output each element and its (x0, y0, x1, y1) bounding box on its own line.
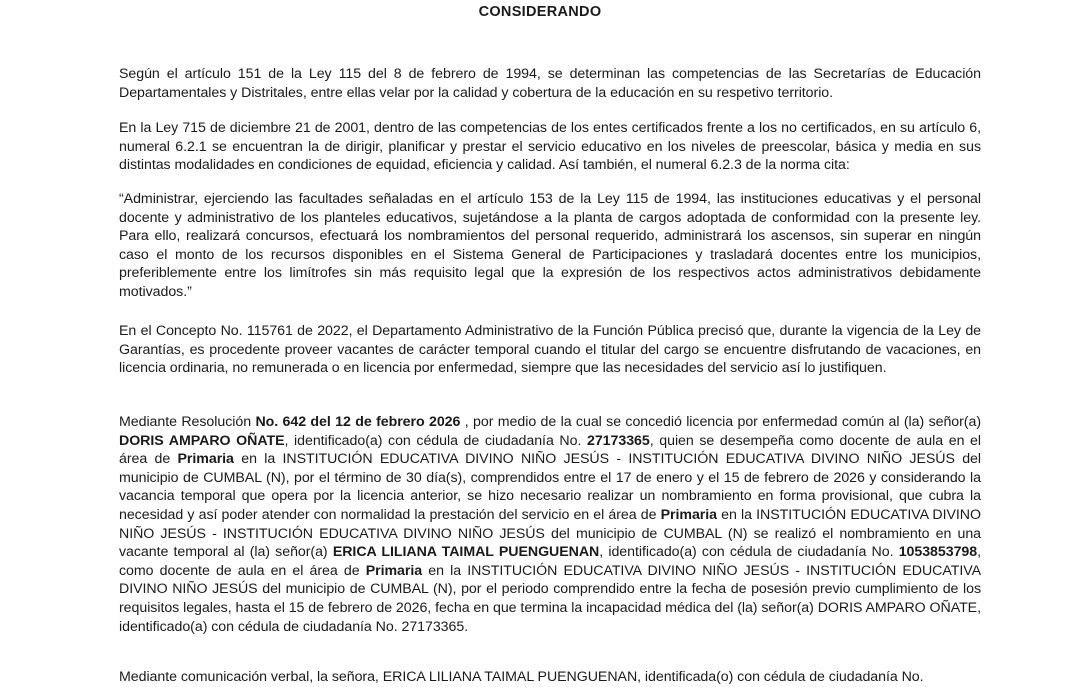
resolution-number: No. 642 del 12 de febrero 2026 (255, 414, 461, 430)
paragraph-ley-115: Según el artículo 151 de la Ley 115 del 8 de febrero de 1994, se determinan las competencias de las Secretarías de Educación Departamentales y Distritales, entre ellas velar por la calidad y cobertura de la educación en su respetivo territorio. (119, 66, 981, 101)
paragraph-resolucion-642 (119, 413, 981, 636)
section-heading: CONSIDERANDO (478, 4, 602, 20)
text-run: en la INSTITUCIÓN EDUCATIVA DIVINO NIÑO JESÚS - INSTITUCIÓN EDUCATIVA DIVINO NIÑO JESÚS del municipio de CUMBAL (N), por el periodo comprendido entre la fecha de posesión previo cumplimiento de los requisitos legales, hasta el 15 de febrero de 2026, fecha en que termina la incapacidad médica del (la) señor(a) DORIS AMPARO OÑATE, identificado(a) con cédula de ciudadanía No. 27173365. (119, 562, 981, 635)
paragraph-ley-715: En la Ley 715 de diciembre 21 de 2001, dentro de las competencias de los entes certificados frente a los no certificados, en su artículo 6, numeral 6.2.1 se encuentran la de dirigir, planificar y prestar el servicio educativo en los niveles de preescolar, básica y media en sus distintas modalidades en condiciones de equidad, eficiencia y calidad. Así también, el numeral 6.2.3 de la norma cita: (119, 120, 981, 174)
text-run: , por medio de la cual se concedió licencia por enfermedad común al (la) señor(a) (460, 414, 981, 430)
text-run: , quien se desempeña como docente de aula en el área de (119, 432, 981, 468)
paragraph-quote-administrar: “Administrar, ejerciendo las facultades señaladas en el artículo 153 de la Ley 115 de 1994, las instituciones educativas y el personal docente y administrativo de los planteles educativos, sujetándose a la planta de cargos adoptada de conformidad con la presente ley. Para ello, realizará concursos, efectuará los nombramientos del personal requerido, administrará los ascensos, sin superar en ningún caso el monto de los recursos disponibles en el Sistema General de Participaciones y trasladará docentes entre los municipios, preferiblemente entre los limítrofes sin más requisito legal que la expresión de los respectivos actos administrativos debidamente motivados.” (119, 191, 981, 300)
text-run: , identificado(a) con cédula de ciudadanía No. (284, 432, 587, 449)
area-name: Primaria (177, 451, 234, 468)
paragraph-comunicacion-verbal: Mediante comunicación verbal, la señora, ERICA LILIANA TAIMAL PUENGUENAN, identificada(o) con cédula de ciudadanía No. (119, 669, 924, 685)
text-run: , identificado(a) con cédula de ciudadanía No. (599, 544, 899, 561)
text-run: en la INSTITUCIÓN EDUCATIVA DIVINO NIÑO JESÚS - INSTITUCIÓN EDUCATIVA DIVINO NIÑO JESÚS del municipio de CUMBAL (N), por el término de 30 día(s), comprendidos entre el 17 de enero y el 15 de febrero de 2026 y considerando la vacancia temporal que opera por la licencia anterior, se hizo necesario realizar un nombramiento en forma provisional, que cubra la necesidad y así poder atender con normalidad la prestación del servicio en el área de (119, 451, 981, 523)
text-run: en la INSTITUCIÓN EDUCATIVA DIVINO NIÑO JESÚS - INSTITUCIÓN EDUCATIVA DIVINO NIÑO JESÚS del municipio de CUMBAL (N) se realizó el nombramiento en una vacante temporal al (la) señor(a) (119, 506, 981, 561)
paragraph-concepto-115761: En el Concepto No. 115761 de 2022, el Departamento Administrativo de la Función Pública precisó que, durante la vigencia de la Ley de Garantías, es procedente proveer vacantes de carácter temporal cuando el titular del cargo se encuentre disfrutando de vacaciones, en licencia ordinaria, no remunerada o en licencia por enfermedad, siempre que las necesidades del servicio así lo justifiquen. (119, 323, 981, 377)
text-run: , como docente de aula en el área de (119, 544, 981, 579)
text-run: Mediante Resolución (119, 414, 256, 430)
appointee-name: ERICA LILIANA TAIMAL PUENGUENAN (332, 544, 600, 561)
appointee-id-number: 1053853798 (898, 544, 978, 561)
titular-name: DORIS AMPARO OÑATE (119, 432, 285, 449)
titular-id-number: 27173365 (587, 432, 650, 449)
area-name: Primaria (660, 506, 718, 523)
area-name: Primaria (365, 562, 423, 579)
